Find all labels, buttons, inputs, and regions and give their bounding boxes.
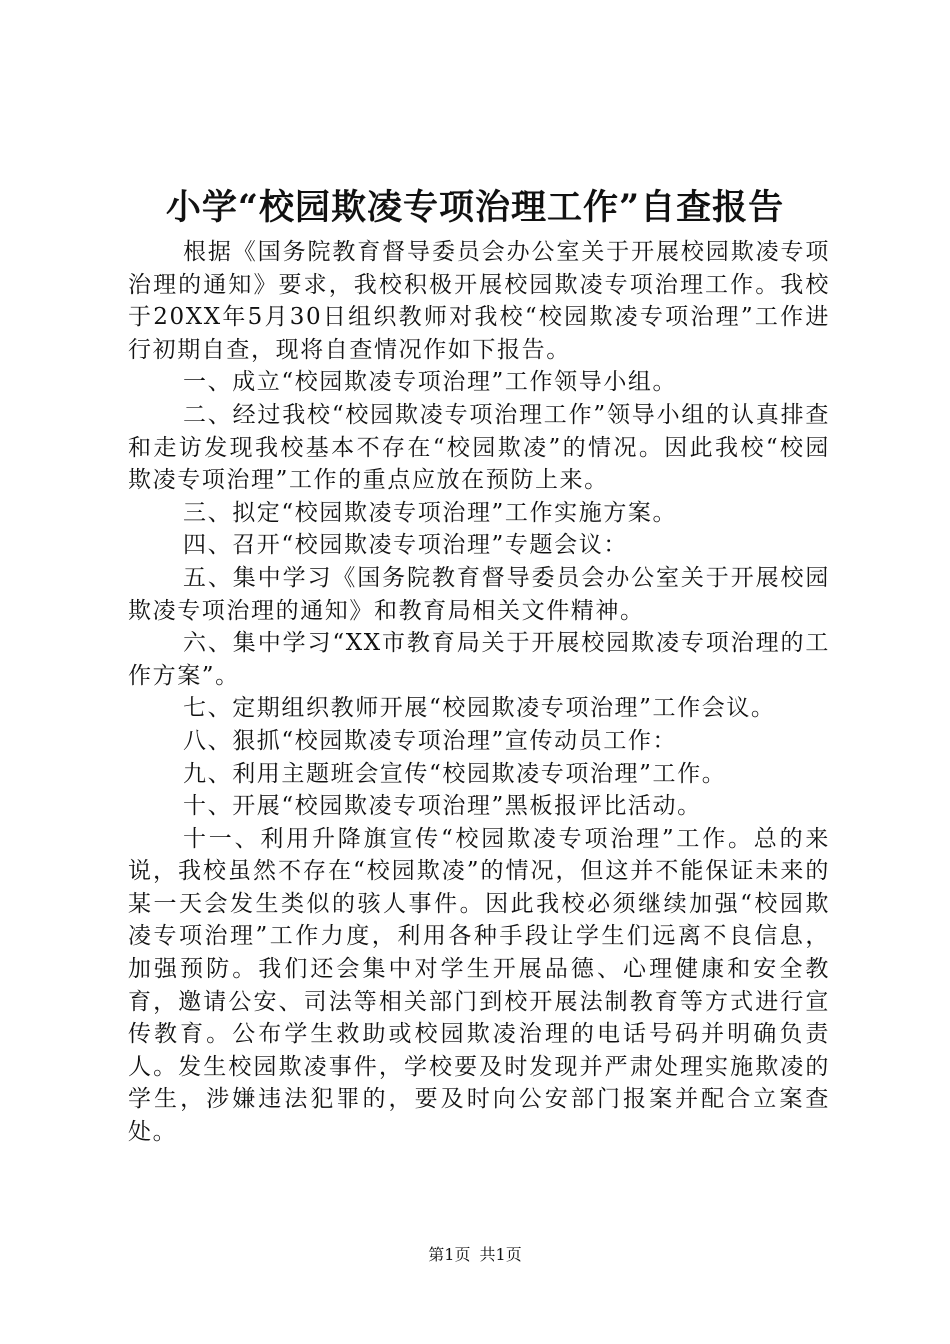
paragraph-item-6: 六、集中学习“XX市教育局关于开展校园欺凌专项治理的工作方案”。 (128, 630, 830, 689)
paragraph-item-9: 九、利用主题班会宣传“校园欺凌专项治理”工作。 (183, 760, 727, 787)
paragraph-item-1: 一、成立“校园欺凌专项治理”工作领导小组。 (183, 369, 678, 396)
paragraph-item-7: 七、定期组织教师开展“校园欺凌专项治理”工作会议。 (183, 695, 776, 722)
page-number: 第1页 (428, 1245, 471, 1264)
paragraph-item-11: 十一、利用升降旗宣传“校园欺凌专项治理”工作。总的来说，我校虽然不存在“校园欺凌”的情况，但这并不能保证未来的某一天会发生类似的骇人事件。因此我校必须继续加强“校园欺凌专项治理”工作力度，利用各种手段让学生们远离不良信息，加强预防。我们还会集中对学生开展品德、心理健康和安全教育，邀请公安、司法等相关部门到校开展法制教育等方式进行宣传教育。公布学生救助或校园欺凌治理的电话号码并明确负责人。发生校园欺凌事件，学校要及时发现并严肃处理实施欺凌的学生，涉嫌违法犯罪的，要及时向公安部门报案并配合立案查处。 (128, 825, 830, 1146)
paragraph-item-10: 十、开展“校园欺凌专项治理”黑板报评比活动。 (183, 793, 702, 820)
page-footer (0, 1244, 950, 1266)
document-title: 小学“校园欺凌专项治理工作”自查报告 (165, 187, 785, 228)
paragraph-item-5: 五、集中学习《国务院教育督导委员会办公室关于开展校园欺凌专项治理的通知》和教育局相关文件精神。 (128, 564, 830, 624)
paragraph-item-8: 八、狠抓“校园欺凌专项治理”宣传动员工作： (183, 727, 678, 754)
paragraph-intro: 根据《国务院教育督导委员会办公室关于开展校园欺凌专项治理的通知》要求，我校积极开展校园欺凌专项治理工作。我校于20XX年5月30日组织教师对我校“校园欺凌专项治理”工作进行初期自查，现将自查情况作如下报告。 (128, 239, 830, 363)
page-total: 共1页 (479, 1245, 522, 1264)
paragraph-item-2: 二、经过我校“校园欺凌专项治理工作”领导小组的认真排查和走访发现我校基本不存在“校园欺凌”的情况。因此我校“校园欺凌专项治理”工作的重点应放在预防上来。 (128, 401, 830, 494)
paragraph-item-3: 三、拟定“校园欺凌专项治理”工作实施方案。 (183, 499, 678, 526)
paragraph-item-4: 四、召开“校园欺凌专项治理”专题会议： (183, 532, 628, 559)
document-body (128, 236, 830, 1149)
